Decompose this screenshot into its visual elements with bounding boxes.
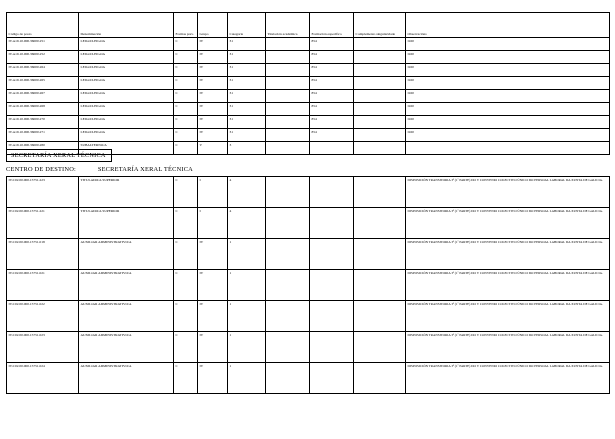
cell-titulacion bbox=[266, 301, 310, 332]
cell-formas-prev: C bbox=[174, 90, 198, 103]
cell-grupo: IV bbox=[198, 301, 228, 332]
cell-denominacion: AUXILIAR ADMINISTRATIVO/A bbox=[79, 301, 174, 332]
cell-denominacion: SUBALTERNO/A bbox=[79, 142, 174, 155]
column-header-formacion: Formación específica bbox=[310, 13, 354, 38]
cell-formacion bbox=[310, 208, 354, 239]
cell-formacion: 854 bbox=[310, 51, 354, 64]
cell-grupo: IV bbox=[198, 64, 228, 77]
cell-denominacion: LEIGO/LEIGOA bbox=[79, 51, 174, 64]
table-row bbox=[7, 103, 610, 116]
centro-destino-value: SECRETARÍA XERAL TÉCNICA bbox=[97, 166, 193, 173]
cell-codigo: IV.A19.10.000.36000.252 bbox=[7, 51, 79, 64]
cell-codigo: IV.A19.10.000.36000.271 bbox=[7, 129, 79, 142]
table-row bbox=[7, 51, 610, 64]
cell-observacions: DISPOSICIÓN TRANSITORIA 3ª (1º PARTE) DO V CONVENIO COLECTIVO ÚNICO DO PERSOAL LABORAL DA XUNTA DE GALICIA. bbox=[406, 363, 610, 394]
cell-categoria: 1 bbox=[228, 270, 266, 301]
cell-categoria: 1 bbox=[228, 363, 266, 394]
cell-categoria: 1 bbox=[228, 332, 266, 363]
cell-titulacion bbox=[266, 64, 310, 77]
cell-complemento bbox=[354, 51, 406, 64]
cell-complemento bbox=[354, 64, 406, 77]
cell-formacion bbox=[310, 363, 354, 394]
cell-observacions: I160 bbox=[406, 64, 610, 77]
cell-formas-prev: C bbox=[174, 116, 198, 129]
cell-titulacion bbox=[266, 177, 310, 208]
cell-titulacion bbox=[266, 90, 310, 103]
table-row bbox=[7, 208, 610, 239]
section-heading-box bbox=[6, 149, 112, 162]
cell-codigo: IV.A19.10.000.36000.264 bbox=[7, 64, 79, 77]
cell-observacions: DISPOSICIÓN TRANSITORIA 3ª (1º PARTE) DO V CONVENIO COLECTIVO ÚNICO DO PERSOAL LABORAL DA XUNTA DE GALICIA. bbox=[406, 301, 610, 332]
cell-complemento bbox=[354, 332, 406, 363]
cell-categoria: 31 bbox=[228, 103, 266, 116]
column-header-titulacion: Titulación académica bbox=[266, 13, 310, 38]
cell-formas-prev: C bbox=[174, 103, 198, 116]
cell-codigo: IV.C02.00.000.15751.023 bbox=[7, 332, 79, 363]
cell-observacions: DISPOSICIÓN TRANSITORIA 3ª (1º PARTE) DO V CONVENIO COLECTIVO ÚNICO DO PERSOAL LABORAL DA XUNTA DE GALICIA. bbox=[406, 239, 610, 270]
cell-complemento bbox=[354, 270, 406, 301]
cell-categoria: 4 bbox=[228, 177, 266, 208]
cell-formacion: 854 bbox=[310, 103, 354, 116]
section-heading-text: SECRETARÍA XERAL TÉCNICA bbox=[11, 152, 106, 159]
cell-denominacion: LEIGO/LEIGOA bbox=[79, 129, 174, 142]
centro-destino-row bbox=[6, 166, 609, 173]
cell-titulacion bbox=[266, 270, 310, 301]
cell-observacions bbox=[406, 142, 610, 155]
cell-formacion: 854 bbox=[310, 77, 354, 90]
cell-observacions: DISPOSICIÓN TRANSITORIA 3ª (1º PARTE) DO V CONVENIO COLECTIVO ÚNICO DO PERSOAL LABORAL DA XUNTA DE GALICIA. bbox=[406, 208, 610, 239]
cell-formacion: 854 bbox=[310, 116, 354, 129]
column-header-observacions: Observacións bbox=[406, 13, 610, 38]
cell-formas-prev: C bbox=[174, 129, 198, 142]
cell-denominacion: TITULADO/A SUPERIOR bbox=[79, 208, 174, 239]
cell-codigo: IV.C02.00.000.15751.021 bbox=[7, 270, 79, 301]
column-header-grupo: Grupo bbox=[198, 13, 228, 38]
cell-codigo: IV.A19.10.000.36000.270 bbox=[7, 116, 79, 129]
table-row bbox=[7, 363, 610, 394]
cell-titulacion bbox=[266, 116, 310, 129]
table-row bbox=[7, 77, 610, 90]
cell-grupo: IV bbox=[198, 363, 228, 394]
cell-categoria: 31 bbox=[228, 51, 266, 64]
table-row bbox=[7, 332, 610, 363]
cell-codigo: IV.A19.10.000.36000.251 bbox=[7, 38, 79, 51]
cell-formas-prev: C bbox=[174, 363, 198, 394]
cell-categoria: 31 bbox=[228, 38, 266, 51]
cell-codigo: IV.C02.00.000.15751.223 bbox=[7, 177, 79, 208]
table-row bbox=[7, 90, 610, 103]
centro-destino-table bbox=[6, 176, 610, 394]
cell-grupo: IV bbox=[198, 51, 228, 64]
cell-formacion bbox=[310, 270, 354, 301]
cell-codigo: IV.A19.10.000.36000.280 bbox=[7, 142, 79, 155]
table-row bbox=[7, 38, 610, 51]
cell-categoria: 31 bbox=[228, 77, 266, 90]
cell-categoria: 31 bbox=[228, 129, 266, 142]
column-header-categoria: Categoría bbox=[228, 13, 266, 38]
cell-formas-prev: C bbox=[174, 239, 198, 270]
cell-denominacion: LEIGO/LEIGOA bbox=[79, 103, 174, 116]
cell-denominacion: TITULADO/A SUPERIOR bbox=[79, 177, 174, 208]
cell-formas-prev: C bbox=[174, 51, 198, 64]
cell-formas-prev: C bbox=[174, 270, 198, 301]
column-header-complemento: Complemento singularidade bbox=[354, 13, 406, 38]
cell-codigo: IV.A19.10.000.36000.268 bbox=[7, 103, 79, 116]
table-row bbox=[7, 270, 610, 301]
table-row bbox=[7, 129, 610, 142]
cell-grupo: IV bbox=[198, 129, 228, 142]
cell-codigo: IV.C02.00.000.15751.221 bbox=[7, 208, 79, 239]
cell-complemento bbox=[354, 129, 406, 142]
cell-grupo: IV bbox=[198, 270, 228, 301]
cell-categoria: 3 bbox=[228, 142, 266, 155]
cell-grupo: IV bbox=[198, 116, 228, 129]
cell-complemento bbox=[354, 90, 406, 103]
cell-denominacion: AUXILIAR ADMINISTRATIVO/A bbox=[79, 363, 174, 394]
cell-complemento bbox=[354, 177, 406, 208]
cell-formacion bbox=[310, 177, 354, 208]
cell-grupo: I bbox=[198, 177, 228, 208]
cell-titulacion bbox=[266, 51, 310, 64]
cell-grupo: IV bbox=[198, 77, 228, 90]
cell-grupo: IV bbox=[198, 90, 228, 103]
cell-formas-prev: C bbox=[174, 38, 198, 51]
cell-observacions: I160 bbox=[406, 103, 610, 116]
cell-denominacion: AUXILIAR ADMINISTRATIVO/A bbox=[79, 239, 174, 270]
column-header-denominacion: Denominación bbox=[79, 13, 174, 38]
cell-complemento bbox=[354, 103, 406, 116]
cell-complemento bbox=[354, 116, 406, 129]
cell-codigo: IV.C02.00.000.15751.022 bbox=[7, 301, 79, 332]
cell-denominacion: LEIGO/LEIGOA bbox=[79, 77, 174, 90]
cell-complemento bbox=[354, 77, 406, 90]
cell-complemento bbox=[354, 208, 406, 239]
cell-grupo: I bbox=[198, 208, 228, 239]
cell-formacion bbox=[310, 142, 354, 155]
cell-observacions: I160 bbox=[406, 90, 610, 103]
cell-denominacion: LEIGO/LEIGOA bbox=[79, 116, 174, 129]
cell-observacions: DISPOSICIÓN TRANSITORIA 3ª (1º PARTE) DO V CONVENIO COLECTIVO ÚNICO DO PERSOAL LABORAL DA XUNTA DE GALICIA. bbox=[406, 177, 610, 208]
cell-denominacion: LEIGO/LEIGOA bbox=[79, 38, 174, 51]
cell-formas-prev: C bbox=[174, 332, 198, 363]
puestos-table bbox=[6, 12, 610, 155]
cell-formas-prev: C bbox=[174, 208, 198, 239]
cell-titulacion bbox=[266, 38, 310, 51]
cell-observacions: I160 bbox=[406, 129, 610, 142]
cell-categoria: 1 bbox=[228, 301, 266, 332]
cell-observacions: DISPOSICIÓN TRANSITORIA 3ª (1º PARTE) DO V CONVENIO COLECTIVO ÚNICO DO PERSOAL LABORAL DA XUNTA DE GALICIA. bbox=[406, 270, 610, 301]
table-row bbox=[7, 239, 610, 270]
column-header-formas-prev: Formas prev. bbox=[174, 13, 198, 38]
cell-denominacion: AUXILIAR ADMINISTRATIVO/A bbox=[79, 270, 174, 301]
cell-grupo: IV bbox=[198, 103, 228, 116]
table-row bbox=[7, 177, 610, 208]
cell-titulacion bbox=[266, 239, 310, 270]
cell-codigo: IV.C02.00.000.15751.018 bbox=[7, 239, 79, 270]
cell-observacions: I160 bbox=[406, 77, 610, 90]
table-row bbox=[7, 64, 610, 77]
cell-complemento bbox=[354, 301, 406, 332]
cell-codigo: IV.A19.10.000.36000.267 bbox=[7, 90, 79, 103]
cell-formacion bbox=[310, 239, 354, 270]
centro-destino-label: CENTRO DE DESTINO: bbox=[6, 166, 76, 173]
cell-denominacion: LEIGO/LEIGOA bbox=[79, 64, 174, 77]
cell-complemento bbox=[354, 142, 406, 155]
cell-formacion bbox=[310, 301, 354, 332]
cell-observacions: I160 bbox=[406, 38, 610, 51]
cell-complemento bbox=[354, 363, 406, 394]
cell-codigo: IV.A19.10.000.36000.265 bbox=[7, 77, 79, 90]
cell-codigo: IV.C02.00.000.15751.024 bbox=[7, 363, 79, 394]
cell-grupo: IV bbox=[198, 239, 228, 270]
cell-formas-prev: C bbox=[174, 142, 198, 155]
cell-categoria: 31 bbox=[228, 116, 266, 129]
cell-categoria: 1 bbox=[228, 239, 266, 270]
column-header-codigo: Código de posto bbox=[7, 13, 79, 38]
cell-categoria: 4 bbox=[228, 208, 266, 239]
cell-titulacion bbox=[266, 332, 310, 363]
cell-grupo: V bbox=[198, 142, 228, 155]
cell-complemento bbox=[354, 38, 406, 51]
cell-formas-prev: C bbox=[174, 177, 198, 208]
cell-formas-prev: C bbox=[174, 64, 198, 77]
cell-titulacion bbox=[266, 208, 310, 239]
cell-observacions: DISPOSICIÓN TRANSITORIA 3ª (1º PARTE) DO V CONVENIO COLECTIVO ÚNICO DO PERSOAL LABORAL DA XUNTA DE GALICIA. bbox=[406, 332, 610, 363]
cell-observacions: I160 bbox=[406, 51, 610, 64]
cell-formas-prev: C bbox=[174, 77, 198, 90]
cell-denominacion: AUXILIAR ADMINISTRATIVO/A bbox=[79, 332, 174, 363]
cell-complemento bbox=[354, 239, 406, 270]
cell-denominacion: LEIGO/LEIGOA bbox=[79, 90, 174, 103]
table-row bbox=[7, 301, 610, 332]
table-header-row bbox=[7, 13, 610, 38]
cell-formacion: 854 bbox=[310, 129, 354, 142]
cell-formas-prev: C bbox=[174, 301, 198, 332]
cell-titulacion bbox=[266, 77, 310, 90]
cell-categoria: 31 bbox=[228, 64, 266, 77]
cell-categoria: 31 bbox=[228, 90, 266, 103]
cell-titulacion bbox=[266, 129, 310, 142]
cell-formacion: 854 bbox=[310, 64, 354, 77]
cell-formacion bbox=[310, 332, 354, 363]
cell-titulacion bbox=[266, 363, 310, 394]
cell-titulacion bbox=[266, 142, 310, 155]
cell-formacion: 854 bbox=[310, 38, 354, 51]
cell-grupo: IV bbox=[198, 38, 228, 51]
cell-formacion: 854 bbox=[310, 90, 354, 103]
cell-grupo: IV bbox=[198, 332, 228, 363]
cell-observacions: I160 bbox=[406, 116, 610, 129]
cell-titulacion bbox=[266, 103, 310, 116]
table-row bbox=[7, 116, 610, 129]
